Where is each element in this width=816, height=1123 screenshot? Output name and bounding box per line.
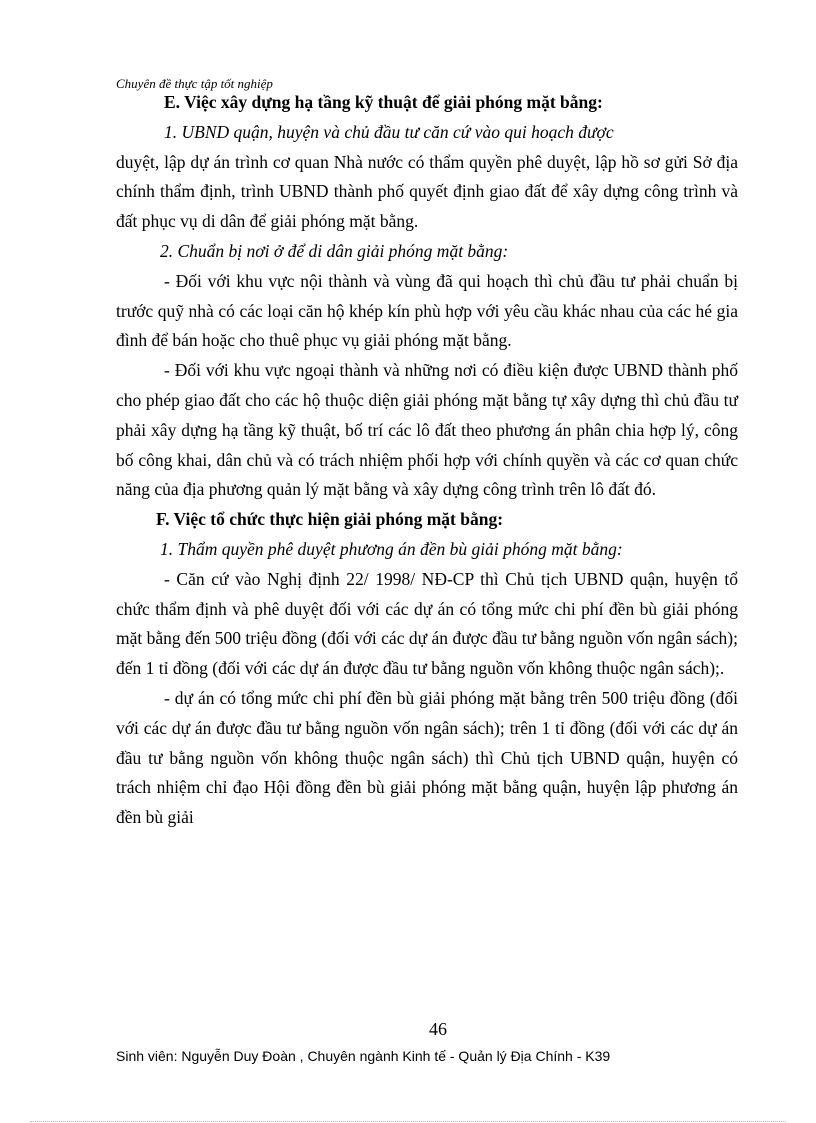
section-f-heading: F. Việc tổ chức thực hiện giải phóng mặt bằng: xyxy=(156,509,504,530)
section-e1-intro: 1. UBND quận, huyện và chủ đầu tư căn cứ vào qui hoạch được xyxy=(164,121,614,142)
section-f1-paragraph-2: - dự án có tổng mức chi phí đền bù giải phóng mặt bằng trên 500 triệu đồng (đối với các dự án được đầu tư bằng nguồn vốn ngân sách); trên 1 tỉ đồng (đối với các dự án đầu tư bằng nguồn vốn không thuộc ngân sách) thì Chủ tịch UBND quận, huyện có trách nhiệm chỉ đạo Hội đồng đền bù giải phóng mặt bằng quận, huyện lập phương án đền bù giải xyxy=(116,687,738,828)
section-e-heading: E. Việc xây dựng hạ tầng kỹ thuật để giải phóng mặt bằng: xyxy=(164,92,603,112)
running-header: Chuyên đề thực tập tốt nghiệp xyxy=(116,76,273,91)
section-f1-heading: 1. Thẩm quyền phê duyệt phương án đền bù giải phóng mặt bằng: xyxy=(160,538,623,559)
running-footer: Sinh viên: Nguyễn Duy Đoàn , Chuyên ngành Kinh tế - Quản lý Địa Chính - K39 xyxy=(116,1048,611,1064)
page-bottom-divider xyxy=(30,1121,786,1122)
section-f1-paragraph-1: - Căn cứ vào Nghị định 22/ 1998/ NĐ-CP thì Chủ tịch UBND quận, huyện tổ chức thẩm định và phê duyệt đối với các dự án có tổng mức chi phí đền bù giải phóng mặt bằng đến 500 triệu đồng (đối với các dự án được đầu tư bằng nguồn vốn ngân sách); đến 1 tỉ đồng (đối với các dự án được đầu tư bằng nguồn vốn không thuộc ngân sách);. xyxy=(116,568,738,679)
page-number: 46 xyxy=(429,1019,447,1039)
section-e1-body: duyệt, lập dự án trình cơ quan Nhà nước có thẩm quyền phê duyệt, lập hồ sơ gửi Sở địa chính thẩm định, trình UBND thành phố quyết định giao đất để xây dựng công trình và đất phục vụ di dân để giải phóng mặt bằng. xyxy=(116,151,738,232)
section-e2-paragraph-1: - Đối với khu vực nội thành và vùng đã qui hoạch thì chủ đầu tư phải chuẩn bị trước quỹ nhà có các loại căn hộ khép kín phù hợp với yêu cầu khác nhau của các hé gia đình để bán hoặc cho thuê phục vụ giải phóng mặt bằng. xyxy=(116,270,738,351)
section-e2-heading: 2. Chuẩn bị nơi ở để di dân giải phóng mặt bằng: xyxy=(160,240,509,261)
body-text xyxy=(116,88,738,833)
section-e2-paragraph-2: - Đối với khu vực ngoại thành và những nơi có điều kiện được UBND thành phố cho phép giao đất cho các hộ thuộc diện giải phóng mặt bằng tự xây dựng thì chủ đầu tư phải xây dựng hạ tầng kỹ thuật, bố trí các lô đất theo phương án phân chia hợp lý, công bố công khai, dân chủ và có trách nhiệm phối hợp với chính quyền và các cơ quan chức năng của địa phương quản lý mặt bằng và xây dựng công trình trên lô đất đó. xyxy=(116,360,738,500)
